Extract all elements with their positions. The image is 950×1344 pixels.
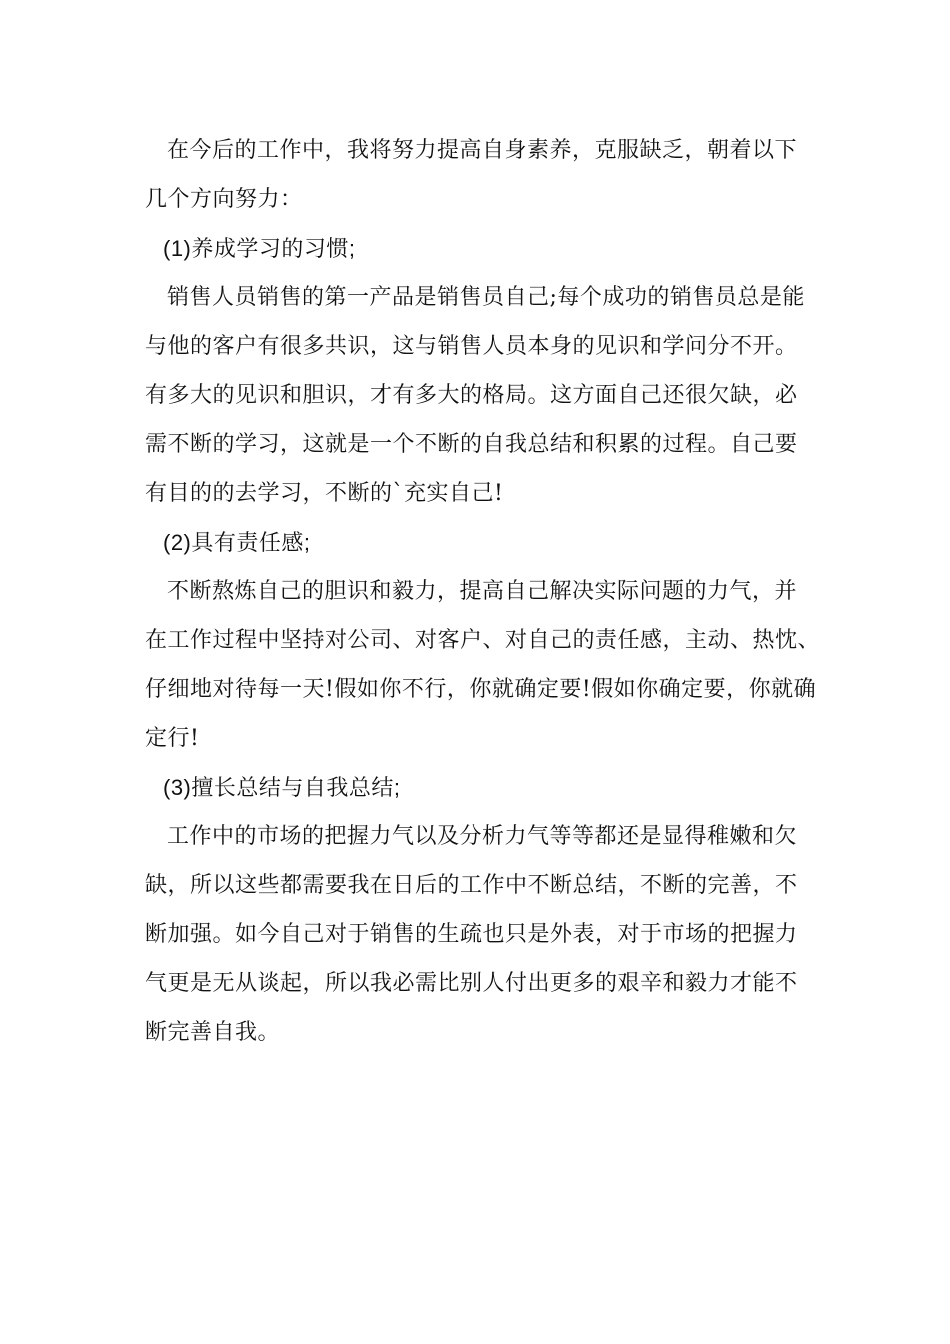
paragraph-3-line-3: 断加强。如今自己对于销售的生疏也只是外表，对于市场的把握力 bbox=[145, 922, 798, 947]
paragraph-2-line-2: 在工作过程中坚持对公司、对客户、对自己的责任感，主动、热忱、 bbox=[145, 628, 821, 653]
document-body bbox=[145, 126, 825, 1057]
paragraph-1-line-5: 有目的的去学习，不断的`充实自己! bbox=[145, 481, 504, 506]
paragraph-1-line-4: 需不断的学习，这就是一个不断的自我总结和积累的过程。自己要 bbox=[145, 432, 798, 457]
paragraph-1-line-3: 有多大的见识和胆识，才有多大的格局。这方面自己还很欠缺，必 bbox=[145, 383, 798, 408]
paragraph-intro-line-2: 几个方向努力： bbox=[145, 187, 303, 212]
paragraph-1-line-2: 与他的客户有很多共识，这与销售人员本身的见识和学问分不开。 bbox=[145, 334, 798, 359]
paragraph-2-line-1: 不断熬炼自己的胆识和毅力，提高自己解决实际问题的力气，并 bbox=[167, 579, 798, 604]
paragraph-3-line-1: 工作中的市场的把握力气以及分析力气等等都还是显得稚嫩和欠 bbox=[167, 824, 798, 849]
paragraph-3-line-2: 缺，所以这些都需要我在日后的工作中不断总结，不断的完善，不 bbox=[145, 873, 798, 898]
list-item-heading-1: (1)养成学习的习惯; bbox=[163, 236, 356, 261]
paragraph-3-line-4: 气更是无从谈起，所以我必需比别人付出更多的艰辛和毅力才能不 bbox=[145, 971, 798, 996]
list-item-heading-3: (3)擅长总结与自我总结; bbox=[163, 775, 401, 800]
paragraph-intro-line-1: 在今后的工作中，我将努力提高自身素养，克服缺乏，朝着以下 bbox=[167, 138, 798, 163]
paragraph-1-line-1: 销售人员销售的第一产品是销售员自己;每个成功的销售员总是能 bbox=[167, 285, 805, 310]
paragraph-2-line-4: 定行! bbox=[145, 726, 200, 751]
paragraph-2-line-3: 仔细地对待每一天!假如你不行，你就确定要!假如你确定要，你就确 bbox=[145, 677, 817, 702]
list-item-heading-2: (2)具有责任感; bbox=[163, 530, 311, 555]
paragraph-3-line-5: 断完善自我。 bbox=[145, 1020, 281, 1045]
